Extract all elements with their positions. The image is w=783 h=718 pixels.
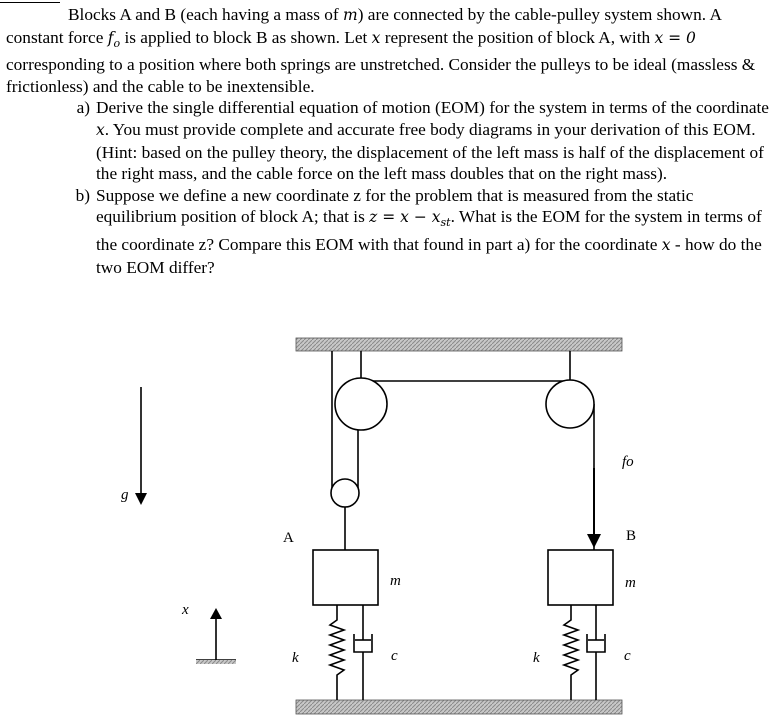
damper-left-label: c — [391, 648, 398, 664]
part-a-text-1: Derive the single differential equation of motion (EOM) for the system in terms of the coordinate — [96, 98, 769, 118]
intro-text-5: corresponding to a position where both springs are unstretched. Consider the pulleys to be ideal (massless & frictionless) and the cable to be inextensible. — [6, 55, 756, 96]
block-a — [313, 550, 378, 605]
spring-right-label: k — [533, 650, 540, 666]
intro-text-4: represent the position of block A, with — [384, 27, 651, 47]
left-damper — [354, 605, 372, 700]
part-b-text-3: - how do the two EOM differ? — [96, 235, 762, 277]
intro-text-1: Blocks A and B (each having a mass of — [68, 5, 339, 24]
part-b-text-1: Suppose we define a new coordinate z for the problem that is measured from the static equilibrium position of block A; that is — [96, 185, 694, 227]
moving-pulley — [331, 479, 359, 507]
part-b-label: b) — [75, 185, 90, 205]
left-top-pulley — [335, 378, 387, 430]
force-label: fo — [622, 454, 634, 470]
block-b — [548, 550, 613, 605]
spring-left-label: k — [292, 650, 299, 666]
intro-text-3: is applied to block B as shown. Let — [124, 27, 368, 47]
x-symbol: x — [371, 28, 381, 47]
damper-right-label: c — [624, 648, 631, 664]
part-b-eq-sub: st — [440, 216, 451, 230]
gravity-arrowhead — [135, 493, 147, 505]
force-symbol-sub: o — [113, 36, 121, 50]
ceiling — [296, 338, 622, 351]
intro-text-2: ) are connected by the cable-pulley system shown. A constant force — [6, 5, 721, 47]
mass-a-label: m — [390, 573, 401, 589]
x-equals-zero: x = 0 — [654, 28, 696, 47]
part-a-x-symbol: x — [96, 121, 105, 140]
floor — [296, 700, 622, 714]
force-symbol-f: f — [107, 28, 114, 47]
x-arrowhead — [210, 608, 222, 619]
mass-b-label: m — [625, 575, 636, 591]
x-label: x — [182, 602, 189, 618]
block-b-label: B — [626, 528, 637, 544]
x-reference-ground — [196, 660, 236, 664]
left-spring — [330, 605, 344, 700]
force-arrowhead — [587, 534, 601, 548]
right-top-pulley — [546, 380, 594, 428]
part-b-x-symbol: x — [661, 236, 671, 255]
right-spring — [564, 605, 578, 700]
right-damper — [587, 605, 605, 700]
part-b-eq-main: z = x − x — [369, 208, 441, 227]
gravity-label: g — [121, 487, 129, 503]
mass-symbol: m — [343, 6, 358, 24]
part-a-label: a) — [76, 98, 90, 118]
block-a-label: A — [283, 530, 294, 546]
part-b-text-2: . What is the EOM for the system in terms of the coordinate z? Compare this EOM with that found in part a) for the coordinate — [96, 207, 762, 255]
part-a-text-2: . You must provide complete and accurate free body diagrams in your derivation of this EOM. (Hint: based on the pulley theory, the displacement of the left mass is half of the displacement of the right mass, and the cable force on the left mass doubles that on the right mass). — [96, 120, 764, 184]
